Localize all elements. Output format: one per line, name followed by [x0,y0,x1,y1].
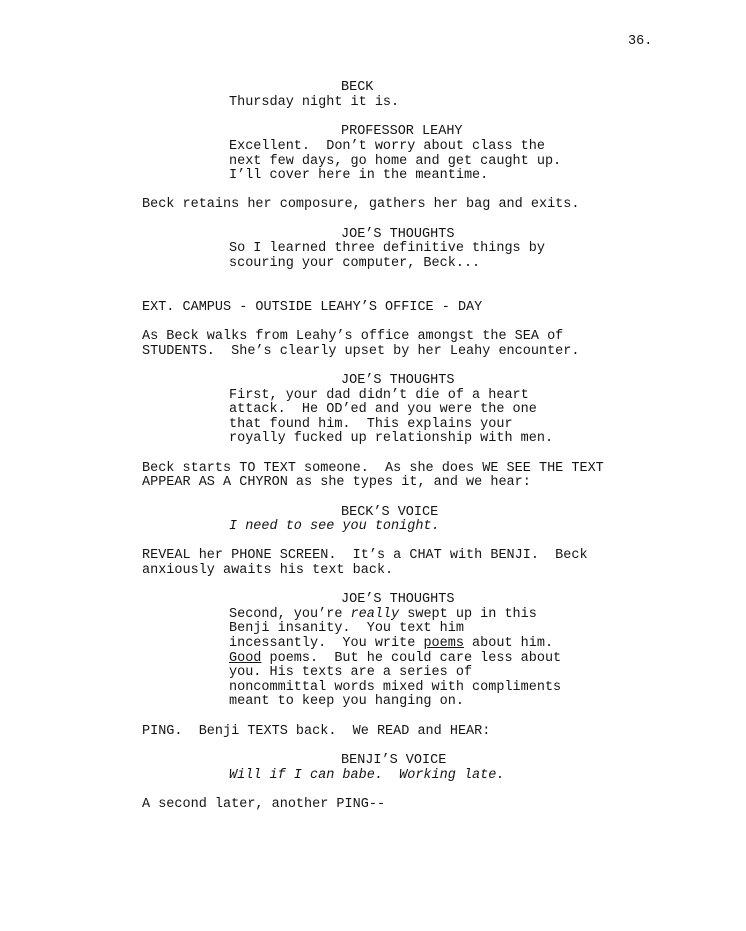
text-run: swept up in this [399,607,537,622]
italic-text: Will if I can babe. Working late. [229,768,505,783]
character-cue: JOE’S THOUGHTS [341,227,455,242]
scene-heading: EXT. CAMPUS - OUTSIDE LEAHY’S OFFICE - DAY [142,300,483,315]
dialogue-line: I’ll cover here in the meantime. [229,168,489,183]
character-cue: JOE’S THOUGHTS [341,373,455,388]
dialogue-line [229,637,553,652]
dialogue-line: meant to keep you hanging on. [229,694,464,709]
dialogue-line: next few days, go home and get caught up. [229,154,562,169]
action-line: APPEAR AS A CHYRON as she types it, and we hear: [142,475,531,490]
underlined-text: poems [423,636,464,651]
action-line: Beck starts TO TEXT someone. As she does WE SEE THE TEXT [142,461,604,476]
dialogue-line: Thursday night it is. [229,95,400,110]
character-cue: BECK [341,80,374,95]
character-cue: JOE’S THOUGHTS [341,592,455,607]
italic-text: I need to see you tonight. [229,519,440,534]
text-run: Second, you’re [229,607,351,622]
underlined-text: Good [229,651,262,666]
action-line: A second later, another PING-- [142,797,386,812]
action-line: As Beck walks from Leahy’s office amongst the SEA of [142,329,564,344]
text-run: poems. But he could care less about [261,651,562,666]
dialogue-line: noncommittal words mixed with compliments [229,680,562,695]
action-line: STUDENTS. She’s clearly upset by her Leahy encounter. [142,344,580,359]
page-number: 36. [628,34,653,49]
dialogue-line: First, your dad didn’t die of a heart [229,388,529,403]
text-run: incessantly. You write [229,636,424,651]
action-line: anxiously awaits his text back. [142,563,394,578]
character-cue: BENJI’S VOICE [341,753,447,768]
dialogue-line: Benji insanity. You text him [229,621,464,636]
text-run: about him. [463,636,554,651]
dialogue-line: scouring your computer, Beck... [229,256,481,271]
italic-text: really [350,607,400,622]
action-line: PING. Benji TEXTS back. We READ and HEAR: [142,724,491,739]
character-cue: PROFESSOR LEAHY [341,124,463,139]
dialogue-line: you. His texts are a series of [229,665,473,680]
action-line: Beck retains her composure, gathers her bag and exits. [142,197,580,212]
dialogue-line: Excellent. Don’t worry about class the [229,139,545,154]
dialogue-line [229,520,440,535]
action-line: REVEAL her PHONE SCREEN. It’s a CHAT with BENJI. Beck [142,548,588,563]
character-cue: BECK’S VOICE [341,505,439,520]
dialogue-line: that found him. This explains your [229,417,513,432]
dialogue-line: attack. He OD’ed and you were the one [229,402,537,417]
dialogue-line: So I learned three definitive things by [229,241,545,256]
dialogue-line [229,769,504,784]
dialogue-line: royally fucked up relationship with men. [229,431,554,446]
